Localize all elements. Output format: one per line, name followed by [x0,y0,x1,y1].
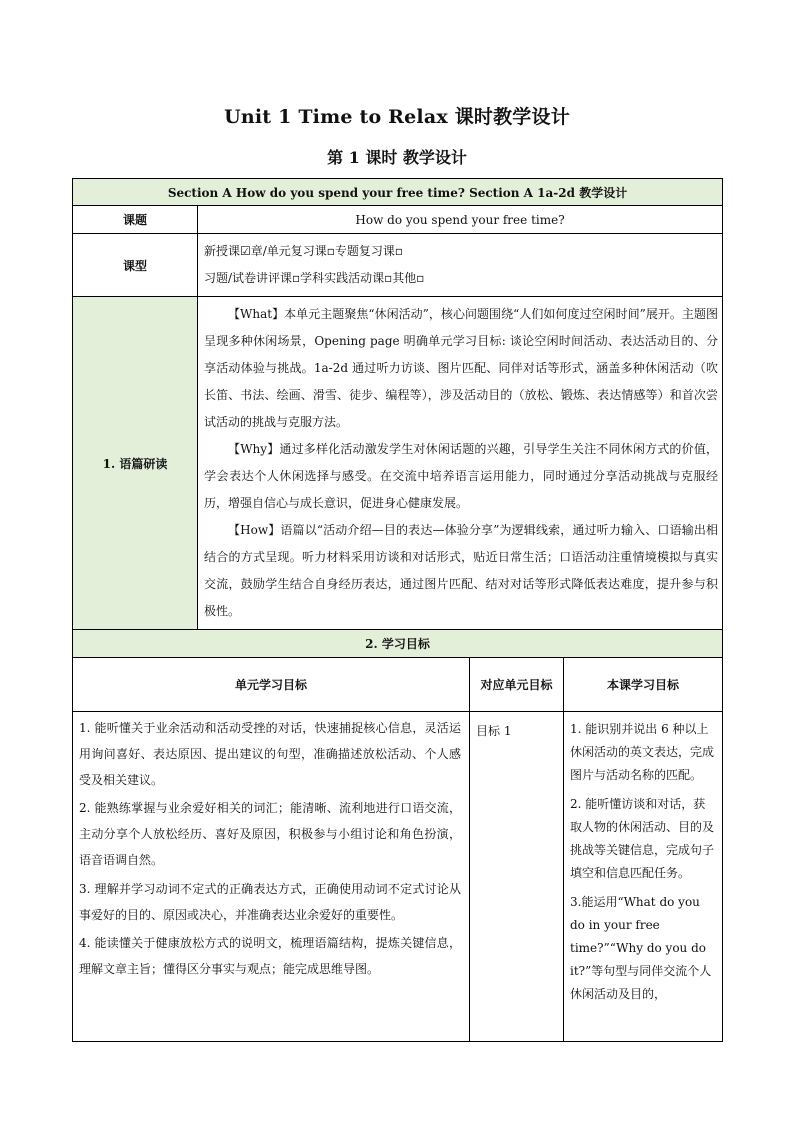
unit-goal-2: 2. 能熟练掌握与业余爱好相关的词汇；能清晰、流利地进行口语交流，主动分享个人放松经历、喜好及原因，积极参与小组讨论和角色扮演，语音语调自然。 [79,801,461,867]
lesson-goals-cell [564,712,723,1042]
topic-label: 课题 [73,206,198,234]
unit-goal-1: 1. 能听懂关于业余活动和活动受挫的对话，快速捕捉核心信息，灵活运用询问喜好、表达原因、提出建议的句型，准确描述放松活动、个人感受及相关建议。 [79,721,461,787]
text-analysis-label: 1. 语篇研读 [73,297,198,630]
topic-value: How do you spend your free time? [198,206,723,234]
page-subtitle: 第 1 课时 教学设计 [327,148,467,167]
lesson-plan-table [72,178,723,1042]
mapped-goal-cell: 目标 1 [470,712,564,1042]
objectives-header: 2. 学习目标 [73,630,723,658]
analysis-how: 【How】语篇以“活动介绍—目的表达—体验分享”为逻辑线索，通过听力输入、口语输出相结合的方式呈现。听力材料采用访谈和对话形式，贴近日常生活；口语活动注重情境模拟与真实交流，鼓励学生结合自身经历表达，通过图片匹配、结对对话等形式降低表达难度，提升参与积极性。 [204,523,719,618]
lesson-goal-1: 1. 能识别并说出 6 种以上休闲活动的英文表达，完成图片与活动名称的匹配。 [570,722,715,782]
col-lesson-goals: 本课学习目标 [564,658,723,712]
lesson-type-row [73,234,723,297]
col-mapped-goal: 对应单元目标 [470,658,564,712]
col-unit-goals: 单元学习目标 [73,658,470,712]
text-analysis-content [198,297,723,630]
lesson-type-line-1: 新授课☑章/单元复习课▫专题复习课▫ [204,244,404,258]
section-header: Section A How do you spend your free time? Section A 1a-2d 教学设计 [73,179,723,206]
objectives-column-header-row [73,658,723,712]
lesson-type-line-2: 习题/试卷讲评课▫学科实践活动课▫其他▫ [204,271,425,285]
section-header-row [73,179,723,206]
unit-goal-3: 3. 理解并学习动词不定式的正确表达方式，正确使用动词不定式讨论从事爱好的目的、原因或决心，并准确表达业余爱好的重要性。 [79,881,461,922]
lesson-goal-3: 3.能运用“What do you do in your free time?”“Why do you do it?”等句型与同伴交流个人休闲活动及目的， [570,895,712,1001]
lesson-goal-2: 2. 能听懂访谈和对话，获取人物的休闲活动、目的及挑战等关键信息，完成句子填空和信息匹配任务。 [570,797,715,880]
topic-row [73,206,723,234]
unit-goals-cell [73,712,470,1042]
page-title: Unit 1 Time to Relax 课时教学设计 [224,106,570,128]
text-analysis-row [73,297,723,630]
unit-goal-4: 4. 能读懂关于健康放松方式的说明文，梳理语篇结构，提炼关键信息，理解文章主旨；懂得区分事实与观点；能完成思维导图。 [79,936,461,977]
objectives-header-row [73,630,723,658]
analysis-why: 【Why】通过多样化活动激发学生对休闲话题的兴趣，引导学生关注不同休闲方式的价值，学会表达个人休闲选择与感受。在交流中培养语言运用能力，同时通过分享活动挑战与克服经历，增强自信心与成长意识，促进身心健康发展。 [204,442,719,510]
objectives-row [73,712,723,1042]
lesson-type-label: 课型 [73,234,198,297]
lesson-type-options [198,234,723,297]
analysis-what: 【What】本单元主题聚焦“休闲活动”，核心问题围绕“人们如何度过空闲时间”展开。主题图呈现多种休闲场景，Opening page 明确单元学习目标: 谈论空闲时间活动、表达活动目的、分享活动体验与挑战。1a-2d 通过听力访谈、图片匹配、同伴对话等形式，涵盖多种休闲活动（吹长笛、书法、绘画、滑雪、徒步、编程等），涉及活动目的（放松、锻炼、表达情感等）和首次尝试活动的挑战与克服方法。 [204,307,719,429]
